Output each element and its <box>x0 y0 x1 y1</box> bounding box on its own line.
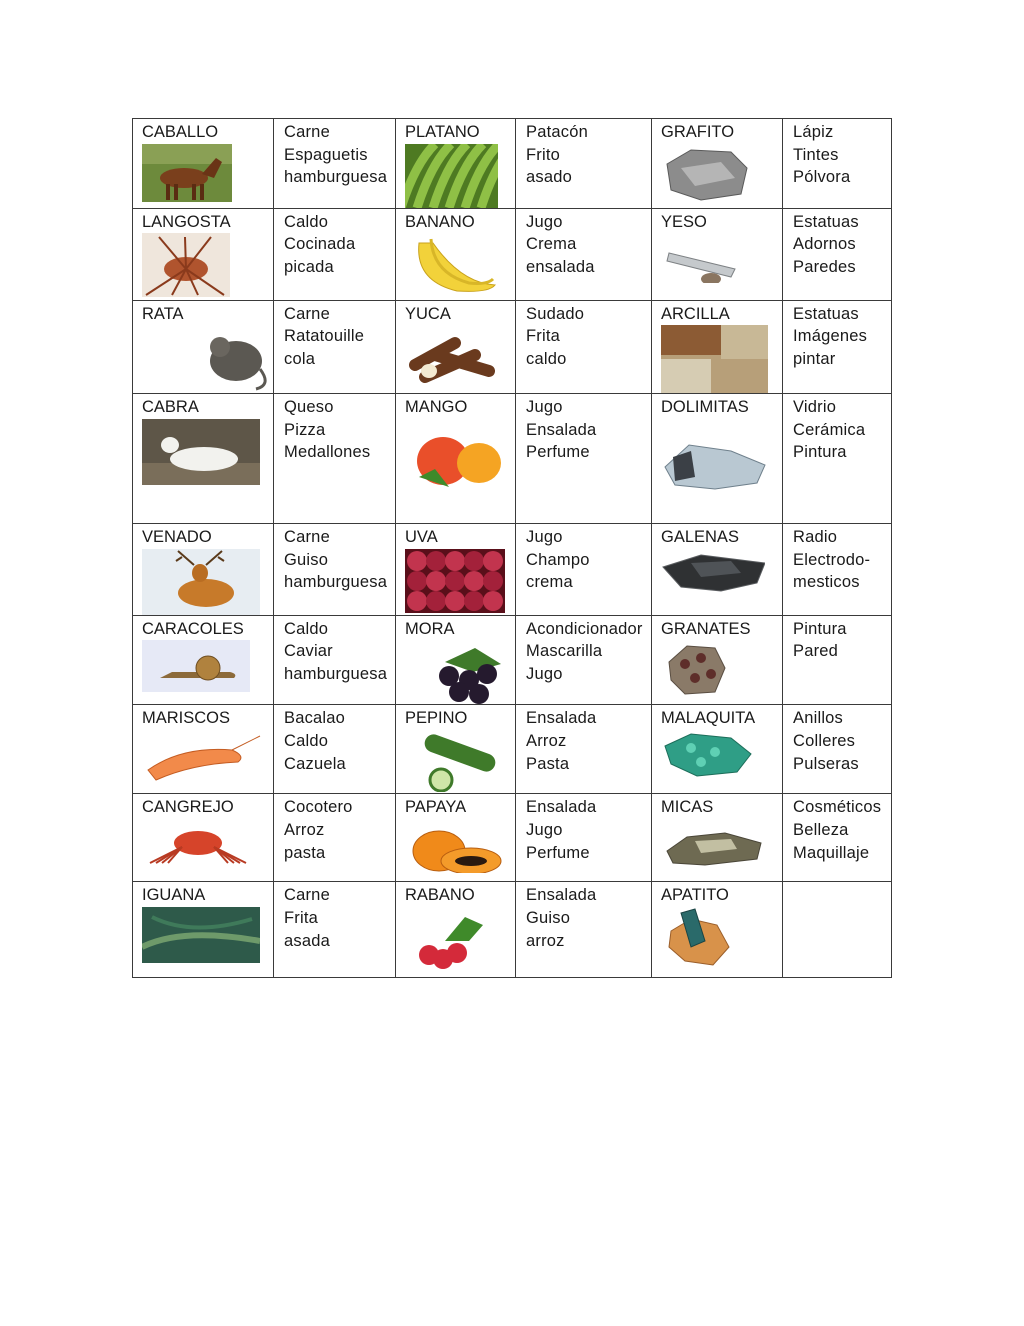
iguana-image <box>142 907 273 963</box>
animal-use-item: Cocotero <box>284 798 353 817</box>
animal-uses-cell <box>274 794 396 882</box>
animal-use-item: Cazuela <box>284 754 346 773</box>
table-row <box>133 208 892 300</box>
mineral-uses-cell <box>783 705 892 794</box>
fruit-uses-cell <box>516 794 652 882</box>
mineral-use-item: Electrodo- <box>793 550 871 569</box>
mineral-use-item: Pulseras <box>793 754 859 773</box>
mineral-name-cell <box>652 300 783 394</box>
fruit-name-cell <box>396 208 516 300</box>
fruit-use-item: Jugo <box>526 212 563 231</box>
animal-use-item: Carne <box>284 886 330 905</box>
table-row <box>133 705 892 794</box>
fruit-use-item: Jugo <box>526 664 563 683</box>
animal-name: IGUANA <box>142 886 206 905</box>
mineral-use-item: Imágenes <box>793 327 868 346</box>
mineral-uses-cell <box>783 882 892 978</box>
table-row <box>133 615 892 705</box>
fruit-uses-cell <box>516 394 652 524</box>
animal-name: CANGREJO <box>142 798 234 817</box>
fruit-use-item: Jugo <box>526 528 563 547</box>
mineral-use-item: Tintes <box>793 145 839 164</box>
gypsum-image <box>665 239 782 283</box>
animal-uses-cell <box>274 615 396 705</box>
mineral-name-cell <box>652 615 783 705</box>
animal-name-cell <box>133 119 274 209</box>
mineral-name: DOLIMITAS <box>661 398 749 417</box>
fruit-uses-cell <box>516 208 652 300</box>
mineral-uses-cell <box>783 794 892 882</box>
mineral-use-item: Pintura <box>793 443 847 462</box>
fruit-name: YUCA <box>405 304 451 323</box>
plantain-image <box>405 144 515 208</box>
fruit-name-cell <box>396 794 516 882</box>
fruit-name-cell <box>396 119 516 209</box>
mineral-name: MICAS <box>661 798 714 817</box>
mango-image <box>409 425 515 491</box>
animal-use-item: Espaguetis <box>284 145 368 164</box>
fruit-use-item: Jugo <box>526 398 563 417</box>
fruit-name: MANGO <box>405 398 468 417</box>
dolomite-image <box>661 437 782 493</box>
animal-use-item: Pizza <box>284 420 326 439</box>
animal-uses-cell <box>274 705 396 794</box>
fruit-uses-cell <box>516 615 652 705</box>
animal-use-item: Ratatouille <box>284 327 365 346</box>
lobster-image <box>142 233 273 297</box>
mineral-use-item: Colleres <box>793 731 856 750</box>
mineral-use-item: Adornos <box>793 235 856 254</box>
animal-uses-cell <box>274 524 396 616</box>
animal-name-cell <box>133 615 274 705</box>
animal-name-cell <box>133 394 274 524</box>
fruit-use-item: Crema <box>526 235 577 254</box>
table-row <box>133 524 892 616</box>
mineral-use-item: Pared <box>793 642 839 661</box>
fruit-use-item: Frito <box>526 145 560 164</box>
mineral-use-item: Belleza <box>793 820 849 839</box>
fruit-name-cell <box>396 615 516 705</box>
fruit-uses-cell <box>516 119 652 209</box>
mineral-use-item: mesticos <box>793 573 860 592</box>
animal-uses-cell <box>274 300 396 394</box>
mineral-name-cell <box>652 705 783 794</box>
fruit-use-item: Sudado <box>526 304 585 323</box>
mineral-use-item: Cosméticos <box>793 798 882 817</box>
table-row <box>133 794 892 882</box>
table-row <box>133 300 892 394</box>
fruit-use-item: Jugo <box>526 820 563 839</box>
animal-use-item: Arroz <box>284 820 325 839</box>
mineral-name: GRAFITO <box>661 123 735 141</box>
animal-name: MARISCOS <box>142 709 231 728</box>
fruit-use-item: Ensalada <box>526 798 597 817</box>
mineral-name: MALAQUITA <box>661 709 756 728</box>
radish-image <box>409 911 515 971</box>
animal-use-item: Caldo <box>284 212 329 231</box>
fruit-use-item: asado <box>526 168 572 187</box>
animal-use-item: Bacalao <box>284 709 346 728</box>
animal-name: LANGOSTA <box>142 212 231 231</box>
snail-image <box>142 640 273 692</box>
fruit-use-item: Guiso <box>526 908 571 927</box>
animal-use-item: Queso <box>284 398 334 417</box>
fruit-name: UVA <box>405 528 438 547</box>
garnet-image <box>665 640 782 698</box>
mineral-name: ARCILLA <box>661 304 730 323</box>
fruit-name: PLATANO <box>405 123 480 141</box>
mineral-uses-cell <box>783 394 892 524</box>
animal-use-item: Carne <box>284 528 330 547</box>
fruit-use-item: Pasta <box>526 754 570 773</box>
fruit-uses-cell <box>516 300 652 394</box>
animal-name-cell <box>133 882 274 978</box>
animal-use-item: hamburguesa <box>284 573 388 592</box>
mineral-name-cell <box>652 524 783 616</box>
classification-table <box>132 118 892 978</box>
mineral-use-item: Lápiz <box>793 123 834 141</box>
fruit-name-cell <box>396 524 516 616</box>
animal-name: CABRA <box>142 398 199 417</box>
mineral-use-item: Vidrio <box>793 398 837 417</box>
animal-use-item: asada <box>284 931 330 950</box>
grapes-image <box>405 549 515 613</box>
table-row <box>133 882 892 978</box>
cassava-image <box>405 325 515 385</box>
animal-uses-cell <box>274 208 396 300</box>
goat-image <box>142 419 273 485</box>
fruit-use-item: ensalada <box>526 257 595 276</box>
mica-image <box>665 825 782 869</box>
mineral-name-cell <box>652 882 783 978</box>
animal-name: VENADO <box>142 528 212 547</box>
animal-use-item: Carne <box>284 123 330 141</box>
apatite-image <box>661 907 782 969</box>
animal-use-item: picada <box>284 257 334 276</box>
fruit-name: PAPAYA <box>405 798 467 817</box>
animal-use-item: Caviar <box>284 642 333 661</box>
animal-name-cell <box>133 300 274 394</box>
animal-use-item: Frita <box>284 908 318 927</box>
fruit-use-item: Mascarilla <box>526 642 603 661</box>
mineral-uses-cell <box>783 119 892 209</box>
crab-image <box>142 819 273 867</box>
fruit-use-item: caldo <box>526 349 567 368</box>
mineral-use-item: Estatuas <box>793 304 859 323</box>
mineral-use-item: Paredes <box>793 257 856 276</box>
fruit-name: BANANO <box>405 212 475 231</box>
animal-name-cell <box>133 705 274 794</box>
fruit-use-item: Perfume <box>526 443 590 462</box>
mineral-use-item: Cerámica <box>793 420 866 439</box>
mineral-name-cell <box>652 794 783 882</box>
fruit-name-cell <box>396 394 516 524</box>
deer-image <box>142 549 273 615</box>
animal-uses-cell <box>274 119 396 209</box>
animal-name: CABALLO <box>142 123 219 141</box>
mineral-name: APATITO <box>661 886 729 905</box>
animal-name-cell <box>133 208 274 300</box>
cucumber-image <box>415 730 515 792</box>
animal-name: CARACOLES <box>142 619 244 638</box>
shrimp-image <box>142 730 273 782</box>
mineral-use-item: Maquillaje <box>793 843 870 862</box>
animal-use-item: Carne <box>284 304 330 323</box>
animal-use-item: Caldo <box>284 619 329 638</box>
rat-image <box>186 325 273 391</box>
fruit-use-item: Ensalada <box>526 709 597 728</box>
animal-use-item: hamburguesa <box>284 664 388 683</box>
animal-name: RATA <box>142 304 184 323</box>
graphite-image <box>661 144 782 202</box>
animal-use-item: Cocinada <box>284 235 356 254</box>
animal-uses-cell <box>274 394 396 524</box>
animal-use-item: pasta <box>284 843 326 862</box>
fruit-use-item: Acondicionador <box>526 619 643 638</box>
fruit-use-item: Ensalada <box>526 420 597 439</box>
table-row <box>133 394 892 524</box>
fruit-name-cell <box>396 882 516 978</box>
animal-use-item: Guiso <box>284 550 329 569</box>
papaya-image <box>409 821 515 873</box>
mineral-use-item: Anillos <box>793 709 844 728</box>
mineral-uses-cell <box>783 524 892 616</box>
animal-uses-cell <box>274 882 396 978</box>
animal-use-item: Caldo <box>284 731 329 750</box>
fruit-name-cell <box>396 300 516 394</box>
fruit-use-item: arroz <box>526 931 565 950</box>
animal-use-item: hamburguesa <box>284 168 388 187</box>
mineral-name: YESO <box>661 212 707 231</box>
fruit-name-cell <box>396 705 516 794</box>
fruit-use-item: Patacón <box>526 123 588 141</box>
animal-name-cell <box>133 794 274 882</box>
fruit-uses-cell <box>516 524 652 616</box>
mineral-name-cell <box>652 208 783 300</box>
mineral-uses-cell <box>783 208 892 300</box>
fruit-use-item: Perfume <box>526 843 590 862</box>
fruit-name: RABANO <box>405 886 475 905</box>
fruit-uses-cell <box>516 882 652 978</box>
blackberry-image <box>425 642 515 704</box>
animal-use-item: Medallones <box>284 443 371 462</box>
fruit-use-item: crema <box>526 573 573 592</box>
mineral-use-item: pintar <box>793 349 836 368</box>
galena-image <box>661 549 782 595</box>
clay-image <box>661 325 782 393</box>
malachite-image <box>661 730 782 780</box>
fruit-use-item: Champo <box>526 550 590 569</box>
fruit-name: MORA <box>405 619 455 638</box>
fruit-use-item: Ensalada <box>526 886 597 905</box>
mineral-name-cell <box>652 394 783 524</box>
mineral-use-item: Estatuas <box>793 212 859 231</box>
mineral-name: GRANATES <box>661 619 751 638</box>
table-row <box>133 119 892 209</box>
mineral-use-item: Radio <box>793 528 838 547</box>
animal-name-cell <box>133 524 274 616</box>
mineral-name-cell <box>652 119 783 209</box>
banana-image <box>409 233 515 295</box>
mineral-use-item: Pólvora <box>793 168 851 187</box>
mineral-uses-cell <box>783 300 892 394</box>
animal-use-item: cola <box>284 349 316 368</box>
fruit-use-item: Frita <box>526 327 560 346</box>
fruit-uses-cell <box>516 705 652 794</box>
fruit-name: PEPINO <box>405 709 468 728</box>
horse-image <box>142 144 273 202</box>
fruit-use-item: Arroz <box>526 731 567 750</box>
mineral-name: GALENAS <box>661 528 739 547</box>
mineral-use-item: Pintura <box>793 619 847 638</box>
mineral-uses-cell <box>783 615 892 705</box>
